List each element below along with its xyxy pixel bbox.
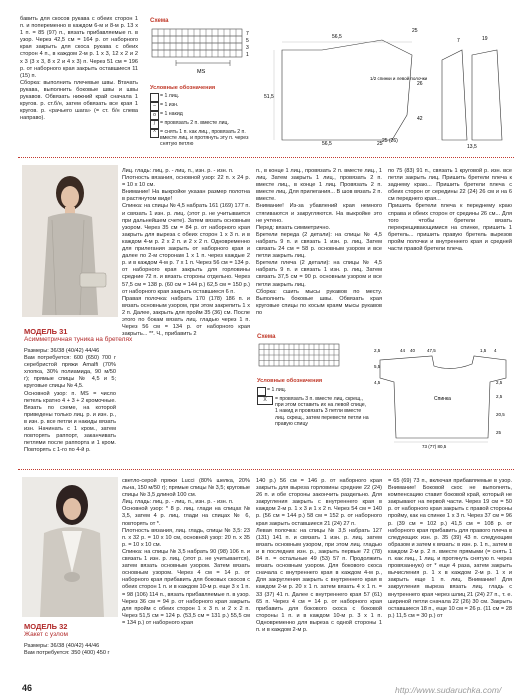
measurement: 1,5 [480,348,487,353]
scheme-title: Схема [257,334,276,340]
pattern-instructions: Основной узор: п. MS = число петель кратно 4 + 3 + 2 кромочные. Вязать по схеме, на которой приведены только лиц. р. и изн. р., в изн. р. все петли и накиды вязать изн. Начинать с 1 кром., затем повторять раппорт, заканчивать петлями после раппорта и 1 кром. Повторять с 1-го по 4-й р. [24,390,116,454]
knit-symbol [257,387,266,396]
piece-label: 1/2 спинки и левой полочки [370,76,428,81]
paragraph: п., в конце 1 лиц., провязать 2 п. вместе лиц., 1 лиц. Затем закрыть 1 лиц., провязать 2 п. вместе лиц., в конце 1 лиц. Провязать 2 п. вместе лиц. Для прилегания... В шов вязать 2 п. вместе. [256,168,382,203]
paragraph: Бретели плеча (2 детали): на спицы № 4,5 набрать 9 п. и связать 1 изн. р. лиц. Затем связать 37,5 см = 90 р. основным узором и все петли закрыть лиц. [256,260,382,288]
paragraph: Пришить бретели плеча к переднему краю справа и обеих сторон от средины 26 см... Для того чтобы бретели вязать перекрещивающимися на спинке, пришить 1 бретель... пришить правую бретель вырезов пройм полочки и внутреннего края и средней части правой бретели плеча. [388,203,512,253]
model-32-instructions-col3 [256,478,382,634]
model-31-materials [24,348,116,454]
measurement: 25 [377,141,383,147]
measurement: 5,5 [374,364,381,369]
model-31-subtitle: Асимметричная туника на бретелях [24,336,133,343]
model-32-subtitle: Жакет с узлом [24,631,68,638]
watermark-link[interactable]: http://www.sudaruchka.com/ [395,685,502,695]
measurement: 56,5 [322,141,332,147]
paragraph: 140 р.) 56 см = 146 р. от наборного края закрыть для выреза горловины средние 22 (24) 26 п. и обе стороны закончить раздельно. Для закругления закрыть с внутреннего края в каждом 2-м р. 1 х 3 и 1 х 2 п. Через 54 см = 140 р. (56 см = 144 р.) 58 см = 152 р. от наборного края закрыть оставшиеся 21 (24) 27 п. [256,478,382,527]
paragraph: Бретели переда (2 детали): на спицы № 4,5 набрать 9 п. и связать 1 изн. р. лиц. Затем связать 24 см = 58 р. основным узором и все петли закрыть лиц. [256,231,382,260]
paragraph: светло-серой пряжи Lucci (80% шелка, 20% льна, 150 м/50 г); прямые спицы № 3,5; круговые спицы № 3,5 длиной 100 см. [122,478,250,499]
model-32-title: МОДЕЛЬ 32 [24,622,68,631]
paragraph: Сборка: сшить мысы рукавов по месту. Выполнить боковые швы. Обвязать края круговые спицы по косым краям мысы рукавов по [256,288,382,316]
paragraph: Плотность вязания, основной узор: 22 п. х 24 р. = 10 х 10 см. [122,175,250,189]
measurement: 44 [400,348,406,353]
measurement: 25 [412,28,418,34]
scheme-title: Схема [150,18,169,24]
yarn-over-symbol: o [150,111,159,120]
measurement: 25 [496,430,502,435]
model-31-instructions-col4 [388,168,512,253]
model-32-materials [24,643,120,657]
measurement: 2,5 [496,394,503,399]
cross-stitch-symbol: X [257,396,273,405]
materials: Вам потребуется: 600 (650) 700 г серебристой пряжи Amalfi (70% хлопка, 30% полиамида, 90 м/50 г); прямые спицы № 4,5 и 5; круговые спицы № 4,5. [24,355,116,390]
section-divider [18,469,514,470]
knitting-chart-1 [150,27,258,77]
sk2p-symbol: ^ [150,129,159,138]
paragraph: бавить для скосов рукава с обеих сторон 1 п. и попеременно в каждом 6-м и 8-м р. 13 х 1 п. = 85 (97) п., вязать прибавляемые п. в узор. Через 42,5 см = 164 р. от наборного края закрыть для скоса рукава с обеих сторон 4 п., в каждом 2-м р. 1 х 3, 12 х 2 и 2 х 3 (3 х 3, 8 х 2 и 4 х 3) п. Через 51 см = 196 р. от наборного края закрыть оставшиеся 11 (15) п. [20,16,138,79]
measurement: 40 [410,348,416,353]
legend-item: = провязать 3 п. вместе лиц. скрещ., при этом оставить их на левой спице, 1 накид и провязать 3 петли вместе лиц. скрещ., затем перевести петли на правую спицу [275,396,369,427]
k2tog-symbol: / [150,120,159,129]
legend-item: = 1 накид [160,111,183,117]
measurement: 42 [417,116,423,122]
paragraph: Внимание! На выкройке указан размер полотна в растянутом виде! [122,189,250,203]
row-number: 5 [246,38,249,44]
legend-item: = провязать 2 п. вместе лиц. [160,120,229,126]
garment-pattern-1 [262,20,512,150]
paragraph: Внимание! Из-за убавлений края немного стягиваются и закругляются. На выкройке это не учтено. [256,203,382,224]
materials: Вам потребуется: 350 (400) 450 г [24,650,110,657]
sizes: Размеры: 36/38 (40/42) 44/46 [24,643,100,649]
measurement: 25 (26) [382,138,398,144]
measurement: 56,5 [332,34,342,40]
legend-item: = 1 лиц. [267,387,287,393]
paragraph: Плотность вязания, лиц. гладь, спицы № 3,5: 23 п. х 32 р. = 10 х 10 см, основной узор: 20 п. х 35 р. = 10 х 10 см. [122,527,250,548]
legend-title: Условные обозначения [150,85,216,91]
measurement: 51,5 [264,94,274,100]
measurement: 2,5 [374,348,381,353]
measurement: 4,5 [374,380,381,385]
paragraph: Спинка: на спицы № 3,5 набрать 90 (98) 106 п. и связать 1 изн. р. лиц. (этот р. не учитывается), затем вязать основным узором. Затем вязать основным узором. Через 4 см = 14 р. от наборного края прибавить для боковых скосов с обеих сторон 1 п. и в каждом 10-м р. еще 3 х 1 п. = 98 (106) 114 п., вязать прибавляемые п. в узор. Через 36 см = 94 р. от наборного края закрыть для пройм с обеих сторон 1 х 3 п. и 2 х 2 п. Через 51,5 см = 124 р. (53,5 см = 131 р.) 55,5 см = 134 р.) от наборного края [122,548,250,626]
legend-item: = 1 лиц. [160,93,180,99]
paragraph: Спинка: на спицы № 4,5 набрать 161 (169) 177 п. и связать 1 изн. р. лиц. (этот р. не учитывается при дальнейшем счете). Затем вязать основным узором. Через 35 см = 84 р. от наборного края закрыть для выреза с обеих сторон 1 х 3 п. и в каждом 4-м р. 2 х 2 п. и 2 х 2 п. Одновременно для прилегания закрыть от наборного края и далее по 2-м сторонам 1 х 1 п. через каждые 2 р. и в каждом 4-м р. 7 х 1 п. Через 56 см = 134 р. от наборного края закрыть для горловины средние 72 п. и вязать стороны отдельно. Через 57,5 см = 138 р. (60 см = 144 р.) 62,5 см = 150 р.) от наборного края закрыть оставшиеся 6 п. [122,203,250,295]
purl-symbol: – [150,102,159,111]
paragraph: по 75 (83) 91 п., связать 1 круговой р. изн. все петли закрыть лиц. Пришить бретели плеча к заднему краю... Пришить бретели плеча с обеих сторон от середины 22 (24) 26 см и на 6 см переднего края... [388,168,512,203]
measurement: 13,5 [467,144,477,150]
section-divider [18,157,514,158]
model-32-instructions-col2 [122,478,250,627]
model-31-instructions-col3 [256,168,382,317]
paragraph: Лиц. гладь: лиц. р. - лиц. п., изн. р. - изн. п. [122,168,234,174]
legend-item: = 1 изн. [160,102,179,108]
sizes: Размеры: 36/38 (40/42) 44/46 [24,348,100,354]
model-32-photo [22,477,118,617]
measurement: 7 [457,38,460,44]
measurement: 47,5 [427,348,436,353]
knitting-chart-2 [257,342,357,372]
measurement: 2,5 [496,380,503,385]
knit-symbol [150,93,159,102]
model-31-instructions-col2 [122,168,250,338]
garment-pattern-2 [372,338,514,450]
row-number: 1 [246,52,249,58]
page-number: 46 [22,683,33,693]
repeat-label: MS [197,69,206,75]
paragraph: Лиц. гладь: лиц. р. - лиц. п., изн. р. - изн. п. [122,499,234,506]
paragraph: Основной узор: * 8 р. лиц. глади на спицах № 3,5, затем 4 р. лиц. глади на спицах № 6, повторять от *. [122,506,250,527]
row-number: 7 [246,31,249,37]
intro-text-column [20,16,138,122]
model-32-instructions-col4 [388,478,512,620]
paragraph: Левая полочка: на спицы № 3,5 набрать 127 (131) 141 п. и связать 1 изн. р. лиц. затем вязать основным узором, при этом лиц. гладью и в последних изн. р., закрыть первые 72 (78) 84 п. = остальные 49 (53) 57 п. Продолжить вязать основным узором. Для бокового скоса сначала с внутреннего края в каждом 4-м р., Для закругления закрыть с внутреннего края в каждом 2-м р. 20 х 1 п. затем вязать 4 х 1 п. = 33 (37) 41 п. Далее с внутреннего края 57 (61) 65 п. Через 4 см = 14 р. от наборного края прибавить для бокового скоса с боковой стороны 1 п. и в каждом 10-м р. 3 х 1 п. Одновременно для выреза с одной стороны 1 п. и в каждом 2-м р. [256,527,382,633]
legend-title: Условные обозначения [257,378,323,384]
paragraph: Правая полочка: набрать 170 (178) 186 п. и вязать основным узором, при этом закрепить 1 х 2 п. Далее, закрыть для пройм 35 (36) см. После этого по бокам вязать лиц. гладью через 1 п. Через 56 см = 134 р. от наборного края закрыть... **. Ч., прибавить 2 [122,295,250,338]
model-31-title: МОДЕЛЬ 31 [24,327,68,336]
measurement: 4 [494,348,497,353]
paragraph: Перед: вязать симметрично. [256,224,331,231]
paragraph: Сборка: выполнить плечевые швы. Втачать рукава, выполнить боковые швы и швы рукавов. Обвязать нижний край сначала 1 кругов. р. ст.б/н, затем обвязать все края 1 кругов. р. «рачьего шага» (= ст. б/н слева направо). [20,79,138,122]
piece-label: Спинка [434,396,451,402]
row-number: 3 [246,45,249,51]
paragraph: = 65 (69) 73 п., включая прибавляемые в узор. Внимание! Боковой скос не выполнять, компенсацию ставит боковой край, который не закрывают на первой части. Через 19 см = 50 р. от наборного края закрыть с правой стороны пройму, как на спинке 1 х 3 п. Через 37 см = 96 р. (39 см = 102 р.) 41,5 см = 108 р. от наборного края прибавить для правого плеча в следующих изн. р. 35 (39) 43 п. следующим образом и затем к вязать: в изн. р. 1 п., затем в каждом 2-м р. 2 п. вместе прямыми (= снять 1 п. как лиц., 1 лиц. и протянуть снятую п. через провязанную) от * еще 4 раза, затем закрыть вычисления р. 1 х в каждом 2-м р. 1 х и закрыть еще 1 п. лиц. Внимание! Для закругления выреза вязать лиц. гладь с внутреннего края через шлиц 21 (24) 27 п., т. е. шириной петли сначала 22 (26) 30 см. Закрыть оставшиеся 18 п., еще 10 см = 26 р. (11 см = 28 р.) 11,5 см = 30 р.) от [388,478,512,619]
measurement: 19 [482,36,488,42]
model-31-photo [22,165,118,317]
measurement: 20,5 [496,412,505,417]
measurement: 73 (77) 80,5 [422,444,447,449]
legend-item: = снять 1 п. как лиц., провязать 2 п. вместе лиц. и протянуть эту п. через снятую петлю [160,129,249,148]
measurement: 26 [417,81,423,87]
